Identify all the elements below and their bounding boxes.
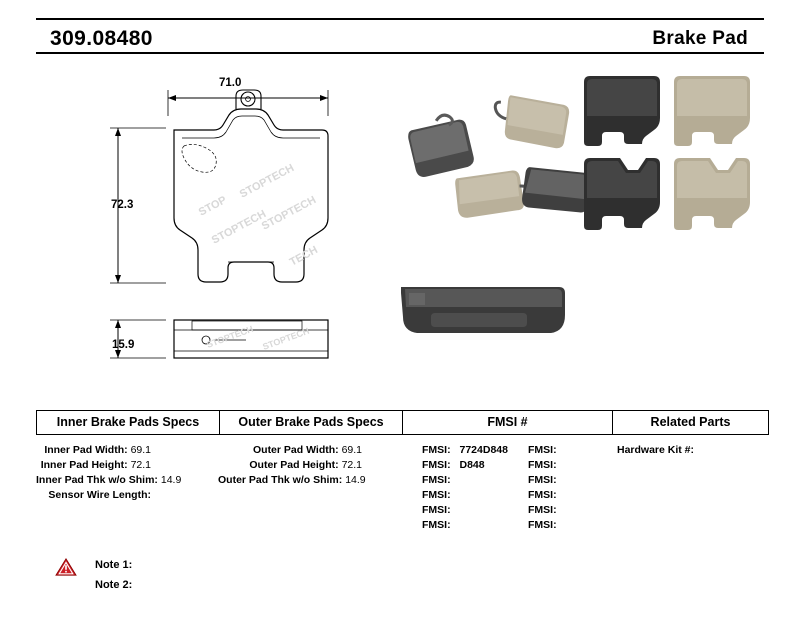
dimension-height: 72.3: [111, 199, 134, 211]
fmsi-row: [528, 473, 563, 488]
fmsi-label: FMSI:: [422, 444, 451, 456]
pad-photo-group-small: [396, 82, 596, 222]
note-1: Note 1:: [95, 559, 133, 571]
svg-text:STOPTECH: STOPTECH: [209, 208, 269, 247]
outer-spec-row: [218, 473, 400, 488]
related-parts-column: [609, 435, 764, 458]
header-related-parts: Related Parts: [613, 411, 769, 435]
fmsi-label: FMSI:: [528, 459, 557, 471]
sensor-wire-length-label: Sensor Wire Length:: [48, 489, 151, 501]
header-inner-specs: Inner Brake Pads Specs: [37, 411, 220, 435]
svg-text:STOPTECH: STOPTECH: [205, 323, 255, 350]
outer-pad-height-label: Outer Pad Height:: [249, 459, 339, 471]
fmsi-row: [422, 473, 508, 488]
fmsi-label: FMSI:: [528, 519, 557, 531]
outer-spec-row: [218, 443, 400, 458]
pad-photo-group-four: [576, 66, 776, 231]
fmsi-row: [528, 458, 563, 473]
spec-tables: [36, 410, 764, 555]
outer-pad-thk-label: Outer Pad Thk w/o Shim:: [218, 474, 343, 486]
inner-spec-row: [36, 473, 218, 488]
outer-pad-thk-value: 14.9: [345, 474, 366, 486]
notes-section: [55, 555, 355, 595]
fmsi-label: FMSI:: [422, 504, 451, 516]
outer-pad-width-value: 69.1: [341, 444, 362, 456]
outer-spec-row: [218, 458, 400, 473]
inner-spec-row: [36, 488, 218, 503]
header-fmsi: FMSI #: [403, 411, 613, 435]
inner-spec-row: [36, 458, 218, 473]
inner-pad-thk-value: 14.9: [160, 474, 182, 486]
spec-table-headers: [36, 410, 769, 435]
fmsi-row: [528, 488, 563, 503]
svg-text:STOPTECH: STOPTECH: [237, 162, 297, 201]
fmsi-label: FMSI:: [422, 459, 451, 471]
hardware-kit-label: Hardware Kit #:: [617, 444, 695, 456]
fmsi-right-list: [528, 443, 563, 533]
product-type-label: Brake Pad: [652, 28, 748, 49]
fmsi-label: FMSI:: [422, 489, 451, 501]
outer-pad-height-value: 72.1: [341, 459, 362, 471]
note-2: Note 2:: [95, 579, 133, 591]
fmsi-value: 7724D848: [459, 444, 508, 456]
drawing-area: [36, 60, 764, 390]
fmsi-row: [422, 518, 508, 533]
fmsi-row: [422, 503, 508, 518]
part-number: 309.08480: [50, 27, 153, 50]
fmsi-label: FMSI:: [528, 474, 557, 486]
outer-pad-width-label: Outer Pad Width:: [252, 444, 339, 456]
pad-photo-edge-view: [391, 275, 571, 345]
svg-text:STOPTECH: STOPTECH: [261, 325, 311, 352]
fmsi-row: [422, 488, 508, 503]
outer-specs-column: [218, 435, 400, 488]
fmsi-left-list: [422, 443, 508, 533]
inner-pad-height-value: 72.1: [130, 459, 151, 471]
fmsi-label: FMSI:: [528, 444, 557, 456]
inner-pad-thk-label: Inner Pad Thk w/o Shim:: [36, 474, 158, 486]
fmsi-value: D848: [459, 459, 485, 471]
dimension-width: 71.0: [219, 77, 242, 89]
related-parts-row: [609, 443, 764, 458]
fmsi-row: [528, 443, 563, 458]
warning-icon: [55, 557, 77, 577]
svg-text:STOP: STOP: [196, 194, 229, 219]
fmsi-label: FMSI:: [528, 489, 557, 501]
fmsi-row: [422, 458, 508, 473]
dimension-thickness: 15.9: [112, 339, 135, 351]
fmsi-label: FMSI:: [422, 519, 451, 531]
fmsi-row: [528, 503, 563, 518]
inner-specs-column: [36, 435, 218, 503]
inner-pad-width-value: 69.1: [130, 444, 151, 456]
fmsi-label: FMSI:: [422, 474, 451, 486]
fmsi-row: [528, 518, 563, 533]
header-outer-specs: Outer Brake Pads Specs: [220, 411, 403, 435]
inner-pad-width-label: Inner Pad Width:: [44, 444, 128, 456]
inner-spec-row: [36, 443, 218, 458]
fmsi-label: FMSI:: [528, 504, 557, 516]
svg-text:STOPTECH: STOPTECH: [259, 194, 319, 233]
page-header: [36, 18, 764, 54]
svg-text:TECH: TECH: [287, 243, 320, 269]
inner-pad-height-label: Inner Pad Height:: [40, 459, 128, 471]
fmsi-column: [400, 435, 609, 543]
spec-table-body: [36, 435, 764, 555]
fmsi-row: [422, 443, 508, 458]
